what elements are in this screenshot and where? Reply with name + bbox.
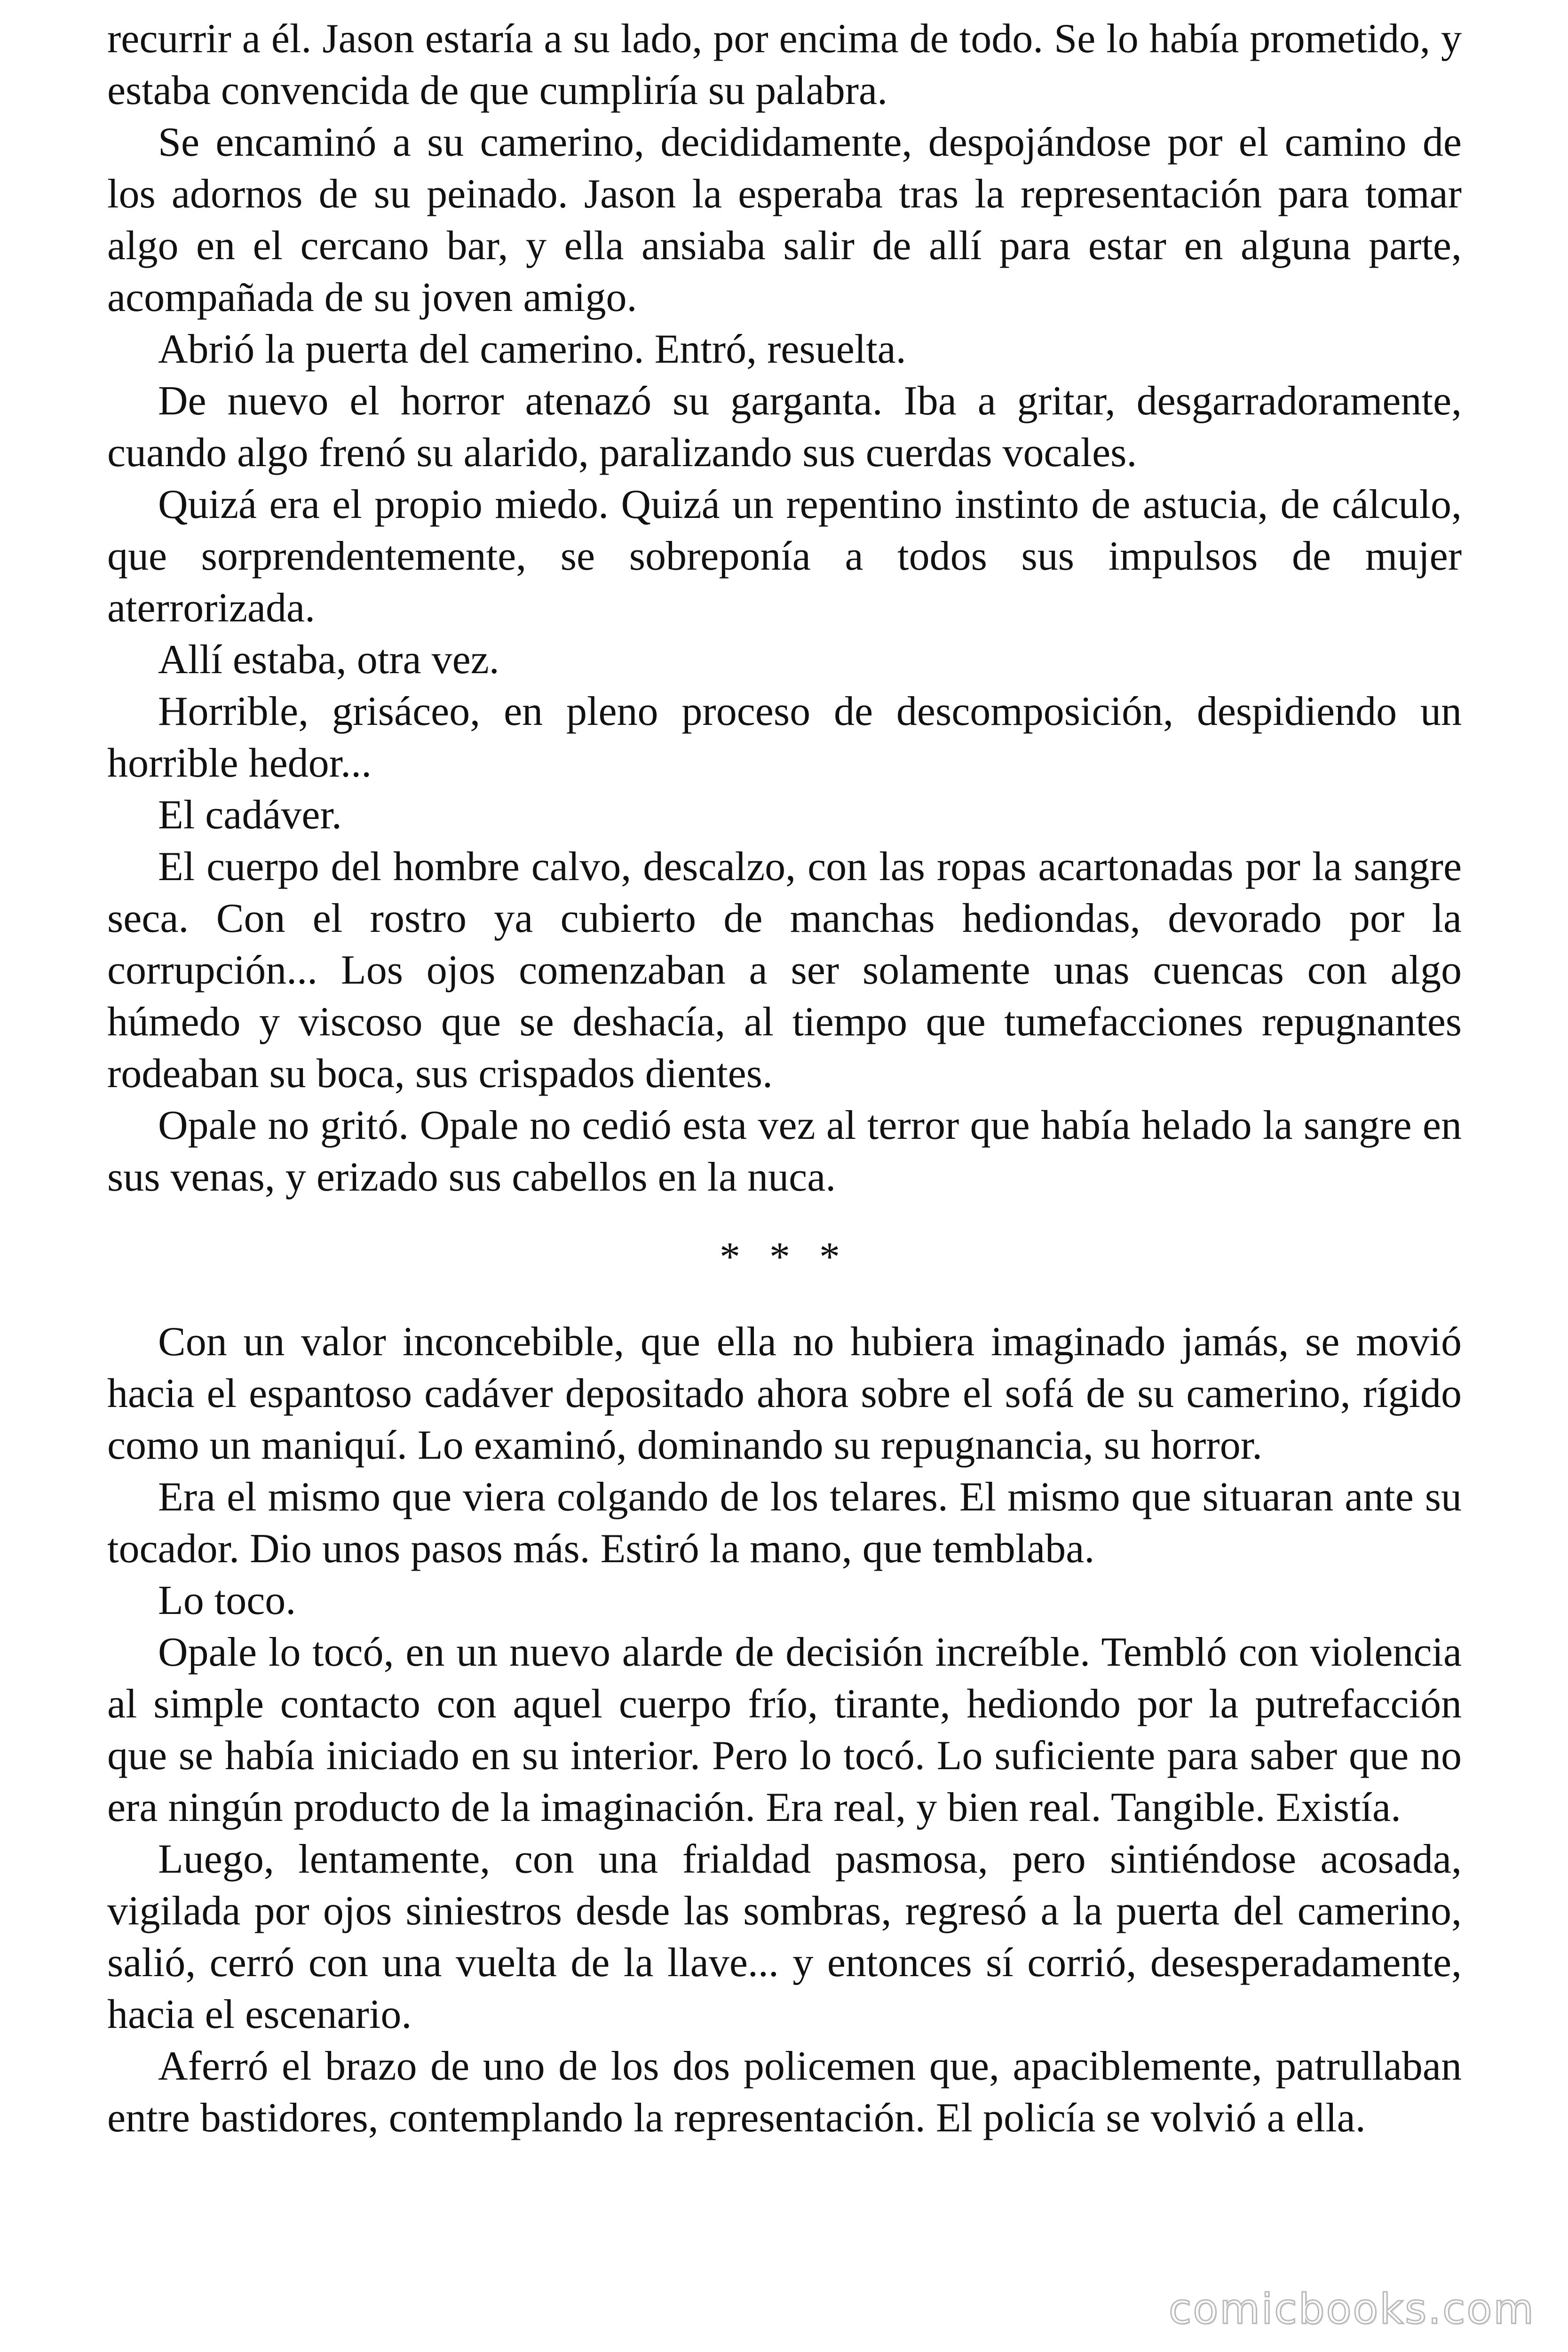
document-page [107,13,1462,2144]
paragraph: Se encaminó a su camerino, decididamente, despojándose por el camino de los adornos de su peinado. Jason la esperaba tras la representación para tomar algo en el cercano bar, y ella ansiaba salir de allí para estar en alguna parte, acompañada de su joven amigo. [107,119,1462,320]
watermark: comicbooks.com [1168,2285,1535,2333]
section-break: * * * [720,1234,849,1280]
paragraph: Era el mismo que viera colgando de los telares. El mismo que situaran ante su tocador. Dio unos pasos más. Estiró la mano, que temblaba. [107,1474,1462,1572]
paragraph: recurrir a él. Jason estaría a su lado, por encima de todo. Se lo había prometido, y estaba convencida de que cumpliría su palabra. [107,16,1462,113]
paragraph: Opale no gritó. Opale no cedió esta vez al terror que había helado la sangre en sus venas, y erizado sus cabellos en la nuca. [107,1103,1462,1200]
paragraph: Abrió la puerta del camerino. Entró, resuelta. [158,326,906,372]
paragraph: Quizá era el propio miedo. Quizá un repentino instinto de astucia, de cálculo, que sorprendentemente, se sobreponía a todos sus impulsos de mujer aterrorizada. [107,482,1462,631]
paragraph: El cuerpo del hombre calvo, descalzo, con las ropas acartonadas por la sangre seca. Con el rostro ya cubierto de manchas hediondas, devorado por la corrupción... Los ojos comenzaban a ser solamente unas cuencas con algo húmedo y viscoso que se deshacía, al tiempo que tumefacciones repugnantes rodeaban su boca, sus crispados dientes. [107,844,1462,1097]
paragraph: Lo toco. [158,1578,296,1623]
paragraph: Con un valor inconcebible, que ella no hubiera imaginado jamás, se movió hacia el espantoso cadáver depositado ahora sobre el sofá de su camerino, rígido como un maniquí. Lo examinó, dominando su repugnancia, su horror. [107,1319,1462,1468]
paragraph: El cadáver. [158,792,342,838]
paragraph: Luego, lentamente, con una frialdad pasmosa, pero sintiéndose acosada, vigilada por ojos siniestros desde las sombras, regresó a la puerta del camerino, salió, cerró con una vuelta de la llave... y entonces sí corrió, desesperadamente, hacia el escenario. [107,1836,1462,2037]
paragraph: De nuevo el horror atenazó su garganta. Iba a gritar, desgarradoramente, cuando algo frenó su alarido, paralizando sus cuerdas vocales. [107,378,1462,476]
paragraph: Allí estaba, otra vez. [158,637,499,683]
paragraph: Aferró el brazo de uno de los dos policemen que, apaciblemente, patrullaban entre bastidores, contemplando la representación. El policía se volvió a ella. [107,2043,1462,2141]
paragraph: Opale lo tocó, en un nuevo alarde de decisión increíble. Tembló con violencia al simple contacto con aquel cuerpo frío, tirante, hediondo por la putrefacción que se había iniciado en su interior. Pero lo tocó. Lo suficiente para saber que no era ningún producto de la imaginación. Era real, y bien real. Tangible. Existía. [107,1629,1462,1830]
paragraph: Horrible, grisáceo, en pleno proceso de descomposición, despidiendo un horrible hedor... [107,689,1462,786]
